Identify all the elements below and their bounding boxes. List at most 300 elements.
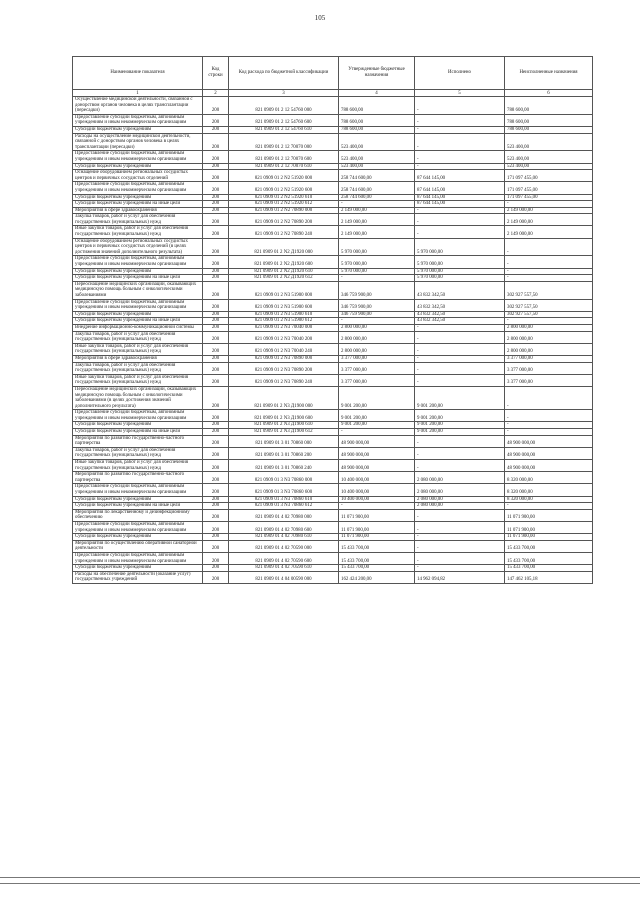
row-approved-cell: 523 400,00 (339, 133, 415, 151)
row-approved-cell: 258 744 600,00 (339, 194, 415, 201)
row-budget-code-cell: 821 0909 01 2 N2 51920 612 (229, 201, 339, 208)
row-unexecuted-cell: 8 320 000,00 (505, 496, 593, 503)
row-approved-cell: 15 433 700,00 (339, 540, 415, 552)
row-budget-code-cell: 821 0909 01 3 01 70860 200 (229, 447, 339, 459)
row-line-code-cell: 200 (203, 565, 229, 572)
row-line-code-cell: 200 (203, 343, 229, 355)
row-executed-cell: 43 832 342,50 (415, 311, 505, 318)
row-approved-cell: 48 900 000,00 (339, 460, 415, 472)
row-unexecuted-cell: 8 320 000,00 (505, 472, 593, 484)
row-budget-code-cell: 821 0909 01 3 01 70860 240 (229, 460, 339, 472)
table-body (73, 97, 593, 584)
row-name-cell: Иные закупки товаров, работ и услуг для обеспечения государственных (муниципальных) нужд (73, 374, 203, 386)
table-row (73, 182, 593, 194)
row-executed-cell: - (415, 509, 505, 521)
row-executed-cell: - (415, 521, 505, 533)
row-name-cell: Предоставление субсидий бюджетным, автономным учреждениям и иным некоммерческим организациям (73, 484, 203, 496)
row-executed-cell: - (415, 374, 505, 386)
row-line-code-cell: 200 (203, 275, 229, 282)
row-budget-code-cell: 821 0909 01 2 N3 70890 000 (229, 355, 339, 362)
table-row (73, 299, 593, 311)
footer-divider (0, 883, 640, 884)
row-name-cell: Мероприятия по развитию государственно-частного партнерства (73, 472, 203, 484)
row-budget-code-cell: 821 0909 01 4 02 70590 600 (229, 552, 339, 564)
row-line-code-cell: 200 (203, 126, 229, 133)
row-unexecuted-cell: 8 320 000,00 (505, 484, 593, 496)
row-unexecuted-cell: - (505, 268, 593, 275)
row-approved-cell: 346 759 900,00 (339, 281, 415, 299)
table-row (73, 311, 593, 318)
row-name-cell: Предоставление субсидий бюджетным, автономным учреждениям и иным некоммерческим организациям (73, 299, 203, 311)
table-row (73, 114, 593, 126)
row-approved-cell: 11 071 900,00 (339, 534, 415, 541)
table-row (73, 268, 593, 275)
column-index-row (73, 90, 593, 97)
row-name-cell: Закупка товаров, работ и услуг для обеспечения государственных (муниципальных) нужд (73, 214, 203, 226)
header-unexecuted: Неисполненные назначения (505, 57, 593, 90)
column-index: 5 (415, 90, 505, 97)
row-budget-code-cell: 821 0909 01 2 N3 70040 200 (229, 331, 339, 343)
row-executed-cell: 5 970 000,00 (415, 268, 505, 275)
row-name-cell: Предоставление субсидий бюджетным, автономным учреждениям и иным некоммерческим организациям (73, 151, 203, 163)
table-row (73, 362, 593, 374)
row-line-code-cell: 200 (203, 422, 229, 429)
table-row (73, 281, 593, 299)
table-row (73, 496, 593, 503)
row-name-cell: Субсидии бюджетным учреждениям (73, 126, 203, 133)
table-row (73, 540, 593, 552)
row-name-cell: Расходы на осуществление медицинской деятельности, связанной с донорством органов человека в целях трансплантации (пересадки) (73, 133, 203, 151)
row-line-code-cell: 200 (203, 496, 229, 503)
table-row (73, 534, 593, 541)
row-budget-code-cell: 821 0909 01 2 N2 70890 000 (229, 207, 339, 214)
row-unexecuted-cell: 48 900 000,00 (505, 460, 593, 472)
row-executed-cell: - (415, 126, 505, 133)
row-line-code-cell: 200 (203, 571, 229, 583)
row-executed-cell: - (415, 435, 505, 447)
row-unexecuted-cell: 523 400,00 (505, 163, 593, 170)
row-unexecuted-cell: 147 462 105,18 (505, 571, 593, 583)
row-unexecuted-cell: 11 071 900,00 (505, 521, 593, 533)
row-line-code-cell: 200 (203, 318, 229, 325)
row-name-cell: Субсидии бюджетным учреждениям на иные цели (73, 275, 203, 282)
row-executed-cell: 43 832 342,50 (415, 299, 505, 311)
row-name-cell: Мероприятия в сфере здравоохранения (73, 207, 203, 214)
row-approved-cell: 2 149 000,00 (339, 226, 415, 238)
row-unexecuted-cell: 302 927 557,50 (505, 281, 593, 299)
row-executed-cell: 14 962 094,82 (415, 571, 505, 583)
column-index: 6 (505, 90, 593, 97)
row-budget-code-cell: 821 0909 01 2 N3 51900 600 (229, 299, 339, 311)
row-approved-cell: 10 400 000,00 (339, 484, 415, 496)
table-row (73, 565, 593, 572)
row-name-cell: Предоставление субсидий бюджетным, автономным учреждениям и иным некоммерческим организациям (73, 521, 203, 533)
row-unexecuted-cell: 15 433 700,00 (505, 552, 593, 564)
row-name-cell: Иные закупки товаров, работ и услуг для обеспечения государственных (муниципальных) нужд (73, 460, 203, 472)
row-executed-cell: 43 832 342,50 (415, 281, 505, 299)
table-row (73, 201, 593, 208)
row-unexecuted-cell: 523 400,00 (505, 151, 593, 163)
table-row (73, 163, 593, 170)
table-row (73, 275, 593, 282)
row-unexecuted-cell: - (505, 429, 593, 436)
header-budget-code: Код расхода по бюджетной классификации (229, 57, 339, 90)
table-row (73, 151, 593, 163)
row-unexecuted-cell: 788 600,00 (505, 126, 593, 133)
row-unexecuted-cell: 171 097 455,00 (505, 194, 593, 201)
row-executed-cell: 2 080 000,00 (415, 503, 505, 510)
row-executed-cell: 87 644 145,00 (415, 170, 505, 182)
row-approved-cell: 2 800 000,00 (339, 331, 415, 343)
table-row (73, 509, 593, 521)
row-executed-cell: 2 080 000,00 (415, 472, 505, 484)
row-approved-cell: 11 071 900,00 (339, 521, 415, 533)
row-line-code-cell: 200 (203, 324, 229, 331)
row-name-cell: Предоставление субсидий бюджетным, автономным учреждениям и иным некоммерческим организациям (73, 114, 203, 126)
row-name-cell: Иные закупки товаров, работ и услуг для обеспечения государственных (муниципальных) нужд (73, 226, 203, 238)
row-approved-cell: 5 970 000,00 (339, 268, 415, 275)
row-unexecuted-cell: 2 149 000,00 (505, 207, 593, 214)
row-approved-cell: 10 400 000,00 (339, 472, 415, 484)
row-unexecuted-cell: 302 927 557,50 (505, 299, 593, 311)
row-name-cell: Расходы на обеспечение деятельности (оказание услуг) государственных учреждений (73, 571, 203, 583)
table-row (73, 331, 593, 343)
row-budget-code-cell: 821 0909 01 2 N3 70890 200 (229, 362, 339, 374)
row-executed-cell: 2 080 000,00 (415, 484, 505, 496)
row-line-code-cell: 200 (203, 201, 229, 208)
row-budget-code-cell: 821 0909 01 2 12 54760 000 (229, 97, 339, 115)
row-approved-cell: 788 600,00 (339, 114, 415, 126)
row-name-cell: Субсидии бюджетным учреждениям (73, 565, 203, 572)
row-line-code-cell: 200 (203, 534, 229, 541)
row-executed-cell: 9 001 200,00 (415, 429, 505, 436)
table-row (73, 256, 593, 268)
table-row (73, 447, 593, 459)
row-approved-cell: 788 600,00 (339, 97, 415, 115)
row-unexecuted-cell: 3 377 000,00 (505, 355, 593, 362)
table-row (73, 422, 593, 429)
row-executed-cell: - (415, 540, 505, 552)
row-name-cell: Предоставление субсидий бюджетным, автономным учреждениям и иным некоммерческим организациям (73, 182, 203, 194)
row-unexecuted-cell: 2 149 000,00 (505, 214, 593, 226)
row-name-cell: Субсидии бюджетным учреждениям (73, 496, 203, 503)
row-approved-cell: 48 900 000,00 (339, 447, 415, 459)
row-budget-code-cell: 821 0909 01 3 N3 70860 610 (229, 496, 339, 503)
row-line-code-cell: 200 (203, 331, 229, 343)
row-unexecuted-cell: 48 900 000,00 (505, 447, 593, 459)
row-line-code-cell: 200 (203, 226, 229, 238)
header-line-code: Код строки (203, 57, 229, 90)
row-executed-cell: 87 644 145,00 (415, 194, 505, 201)
table-row (73, 238, 593, 256)
row-unexecuted-cell: - (505, 422, 593, 429)
row-name-cell: Мероприятия по развитию государственно-частного партнерства (73, 435, 203, 447)
table-row (73, 552, 593, 564)
row-executed-cell: - (415, 331, 505, 343)
table-row (73, 374, 593, 386)
row-budget-code-cell: 821 0909 01 4 02 70980 600 (229, 521, 339, 533)
table-row (73, 472, 593, 484)
row-budget-code-cell: 821 0909 01 3 N3 70860 600 (229, 484, 339, 496)
row-executed-cell: - (415, 362, 505, 374)
row-approved-cell: 3 377 000,00 (339, 355, 415, 362)
row-line-code-cell: 200 (203, 170, 229, 182)
row-line-code-cell: 200 (203, 182, 229, 194)
row-line-code-cell: 200 (203, 435, 229, 447)
row-name-cell: Оснащение оборудованием региональных сосудистых центров и первичных сосудистых отделений (73, 170, 203, 182)
column-index: 3 (229, 90, 339, 97)
row-line-code-cell: 200 (203, 540, 229, 552)
row-budget-code-cell: 821 0909 01 4 02 70980 000 (229, 509, 339, 521)
header-approved: Утвержденные бюджетные назначения (339, 57, 415, 90)
row-name-cell: Мероприятия по осуществлению оперативной санаторной деятельности (73, 540, 203, 552)
row-executed-cell: - (415, 355, 505, 362)
row-unexecuted-cell: 302 927 557,50 (505, 311, 593, 318)
row-name-cell: Субсидии бюджетным учреждениям на иные цели (73, 201, 203, 208)
row-name-cell: Закупка товаров, работ и услуг для обеспечения государственных (муниципальных) нужд (73, 447, 203, 459)
row-name-cell: Субсидии бюджетным учреждениям на иные цели (73, 318, 203, 325)
row-approved-cell: 258 744 600,00 (339, 170, 415, 182)
row-approved-cell: 15 433 700,00 (339, 552, 415, 564)
row-budget-code-cell: 821 0909 01 2 N3 51900 000 (229, 281, 339, 299)
budget-execution-table (72, 56, 593, 584)
table-row (73, 318, 593, 325)
row-budget-code-cell: 821 0909 01 2 N3 Д1900 612 (229, 429, 339, 436)
row-executed-cell: - (415, 226, 505, 238)
row-unexecuted-cell: - (505, 503, 593, 510)
row-line-code-cell: 200 (203, 133, 229, 151)
row-unexecuted-cell: 171 097 455,00 (505, 182, 593, 194)
row-name-cell: Переоснащение медицинских организаций, оказывающих медицинскую помощь больным с онкологическими заболеваниями (73, 281, 203, 299)
row-line-code-cell: 200 (203, 268, 229, 275)
row-unexecuted-cell: 523 400,00 (505, 133, 593, 151)
row-executed-cell: 87 644 145,00 (415, 201, 505, 208)
row-line-code-cell: 200 (203, 207, 229, 214)
row-approved-cell: 48 900 000,00 (339, 435, 415, 447)
row-line-code-cell: 200 (203, 299, 229, 311)
row-budget-code-cell: 821 0909 01 2 N3 51900 610 (229, 311, 339, 318)
row-line-code-cell: 200 (203, 151, 229, 163)
row-budget-code-cell: 821 0909 01 2 N2 51920 600 (229, 182, 339, 194)
row-approved-cell: - (339, 503, 415, 510)
row-budget-code-cell: 821 0909 01 2 N2 51920 610 (229, 194, 339, 201)
table-row (73, 126, 593, 133)
row-line-code-cell: 200 (203, 484, 229, 496)
row-name-cell: Субсидии бюджетным учреждениям (73, 534, 203, 541)
row-unexecuted-cell: - (505, 410, 593, 422)
row-approved-cell: 3 377 000,00 (339, 362, 415, 374)
footer-divider (0, 877, 640, 878)
row-executed-cell: - (415, 163, 505, 170)
row-budget-code-cell: 821 0909 01 2 12 70070 000 (229, 133, 339, 151)
row-executed-cell: - (415, 534, 505, 541)
row-budget-code-cell: 821 0909 01 4 02 70590 610 (229, 565, 339, 572)
row-budget-code-cell: 821 0909 01 2 N3 Д1900 600 (229, 410, 339, 422)
row-line-code-cell: 200 (203, 374, 229, 386)
row-line-code-cell: 200 (203, 281, 229, 299)
row-executed-cell: - (415, 324, 505, 331)
row-name-cell: Предоставление субсидий бюджетным, автономным учреждениям и иным некоммерческим организациям (73, 256, 203, 268)
table-row (73, 429, 593, 436)
row-unexecuted-cell: - (505, 386, 593, 409)
row-unexecuted-cell: 171 097 455,00 (505, 170, 593, 182)
row-line-code-cell: 200 (203, 238, 229, 256)
row-name-cell: Субсидии бюджетным учреждениям (73, 194, 203, 201)
row-approved-cell: 162 424 200,00 (339, 571, 415, 583)
row-unexecuted-cell: 15 433 700,00 (505, 565, 593, 572)
row-approved-cell: 2 149 000,00 (339, 214, 415, 226)
row-line-code-cell: 200 (203, 447, 229, 459)
row-line-code-cell: 200 (203, 256, 229, 268)
header-executed: Исполнено (415, 57, 505, 90)
row-budget-code-cell: 821 0909 01 2 12 70070 600 (229, 151, 339, 163)
row-approved-cell: 258 744 600,00 (339, 182, 415, 194)
row-approved-cell: 788 600,00 (339, 126, 415, 133)
row-executed-cell: - (415, 114, 505, 126)
row-approved-cell: 346 759 900,00 (339, 311, 415, 318)
row-approved-cell: 9 001 200,00 (339, 410, 415, 422)
row-line-code-cell: 200 (203, 97, 229, 115)
row-name-cell: Мероприятия в сфере здравоохранения (73, 355, 203, 362)
column-index: 2 (203, 90, 229, 97)
table-row (73, 435, 593, 447)
row-executed-cell: - (415, 552, 505, 564)
row-executed-cell: 9 001 200,00 (415, 410, 505, 422)
row-budget-code-cell: 821 0909 01 2 12 54760 610 (229, 126, 339, 133)
row-executed-cell: 87 644 145,00 (415, 182, 505, 194)
row-approved-cell: 523 400,00 (339, 151, 415, 163)
table-row (73, 194, 593, 201)
row-approved-cell: - (339, 429, 415, 436)
row-budget-code-cell: 821 0909 01 3 01 70860 000 (229, 435, 339, 447)
row-approved-cell: 2 800 000,00 (339, 343, 415, 355)
row-name-cell: Субсидии бюджетным учреждениям (73, 268, 203, 275)
table-row (73, 503, 593, 510)
row-line-code-cell: 200 (203, 472, 229, 484)
row-name-cell: Переоснащение медицинских организаций, оказывающих медицинскую помощь больным с онкологическими заболеваниями (в целях достижения значений дополнительного результата) (73, 386, 203, 409)
row-name-cell: Предоставление субсидий бюджетным, автономным учреждениям и иным некоммерческим организациям (73, 552, 203, 564)
column-index: 4 (339, 90, 415, 97)
page-number: 105 (314, 14, 326, 22)
row-executed-cell: 9 001 200,00 (415, 386, 505, 409)
row-line-code-cell: 200 (203, 114, 229, 126)
header-name: Наименование показателя (73, 57, 203, 90)
table-row (73, 460, 593, 472)
row-name-cell: Субсидии бюджетным учреждениям на иные цели (73, 429, 203, 436)
row-line-code-cell: 200 (203, 386, 229, 409)
row-unexecuted-cell: 3 377 000,00 (505, 374, 593, 386)
row-budget-code-cell: 821 0909 01 2 N2 70890 240 (229, 226, 339, 238)
row-approved-cell: 3 377 000,00 (339, 374, 415, 386)
row-budget-code-cell: 821 0909 01 4 02 70980 610 (229, 534, 339, 541)
row-line-code-cell: 200 (203, 521, 229, 533)
row-budget-code-cell: 821 0909 01 2 N3 Д1900 610 (229, 422, 339, 429)
row-line-code-cell: 200 (203, 355, 229, 362)
row-unexecuted-cell: - (505, 275, 593, 282)
row-executed-cell: - (415, 133, 505, 151)
row-executed-cell: - (415, 343, 505, 355)
row-unexecuted-cell: 11 071 900,00 (505, 534, 593, 541)
table-row (73, 170, 593, 182)
row-name-cell: Осуществление медицинской деятельности, связанной с донорством органов человека в целях трансплантации (пересадки) (73, 97, 203, 115)
row-budget-code-cell: 821 0909 01 2 N2 Д1920 000 (229, 238, 339, 256)
row-name-cell: Закупка товаров, работ и услуг для обеспечения государственных (муниципальных) нужд (73, 362, 203, 374)
table-row (73, 97, 593, 115)
row-name-cell: Мероприятия по лекарственному и дезинфекционному обеспечению (73, 509, 203, 521)
row-name-cell: Субсидии бюджетным учреждениям (73, 163, 203, 170)
row-name-cell: Внедрение информационно-коммуникационной системы (73, 324, 203, 331)
table-row (73, 343, 593, 355)
row-budget-code-cell: 821 0909 01 2 N2 51920 000 (229, 170, 339, 182)
row-budget-code-cell: 821 0909 01 2 12 54760 600 (229, 114, 339, 126)
row-line-code-cell: 200 (203, 410, 229, 422)
table-header-row (73, 57, 593, 90)
row-line-code-cell: 200 (203, 503, 229, 510)
row-executed-cell: 43 832 342,50 (415, 318, 505, 325)
row-approved-cell: - (339, 318, 415, 325)
row-line-code-cell: 200 (203, 460, 229, 472)
row-line-code-cell: 200 (203, 362, 229, 374)
row-approved-cell: 5 970 000,00 (339, 238, 415, 256)
row-executed-cell: - (415, 97, 505, 115)
row-name-cell: Субсидии бюджетным учреждениям (73, 311, 203, 318)
row-budget-code-cell: 821 0909 01 2 N2 70890 200 (229, 214, 339, 226)
row-name-cell: Субсидии бюджетным учреждениям (73, 422, 203, 429)
row-executed-cell: 5 970 000,00 (415, 256, 505, 268)
row-budget-code-cell: 821 0909 01 3 N3 70860 612 (229, 503, 339, 510)
row-approved-cell: 10 400 000,00 (339, 496, 415, 503)
row-name-cell: Закупка товаров, работ и услуг для обеспечения государственных (муниципальных) нужд (73, 331, 203, 343)
row-unexecuted-cell: - (505, 238, 593, 256)
row-executed-cell: 5 970 000,00 (415, 275, 505, 282)
row-approved-cell: 346 759 900,00 (339, 299, 415, 311)
row-line-code-cell: 200 (203, 214, 229, 226)
row-budget-code-cell: 821 0909 01 2 N3 51900 612 (229, 318, 339, 325)
table-row (73, 410, 593, 422)
row-unexecuted-cell: 2 149 000,00 (505, 226, 593, 238)
row-unexecuted-cell: 2 800 000,00 (505, 343, 593, 355)
row-approved-cell: 5 970 000,00 (339, 256, 415, 268)
row-unexecuted-cell: 788 600,00 (505, 97, 593, 115)
row-budget-code-cell: 821 0909 01 2 N2 Д1920 612 (229, 275, 339, 282)
row-unexecuted-cell: - (505, 201, 593, 208)
row-line-code-cell: 200 (203, 509, 229, 521)
table-row (73, 571, 593, 583)
row-unexecuted-cell: 15 433 700,00 (505, 540, 593, 552)
row-budget-code-cell: 821 0909 01 3 N3 70860 000 (229, 472, 339, 484)
row-approved-cell: 523 400,00 (339, 163, 415, 170)
column-index: 1 (73, 90, 203, 97)
row-budget-code-cell: 821 0909 01 2 N2 Д1920 600 (229, 256, 339, 268)
row-unexecuted-cell: - (505, 318, 593, 325)
row-budget-code-cell: 821 0909 01 2 N3 70040 240 (229, 343, 339, 355)
row-approved-cell: 2 149 000,00 (339, 207, 415, 214)
row-name-cell: Субсидии бюджетным учреждениям на иные цели (73, 503, 203, 510)
table-row (73, 355, 593, 362)
table-row (73, 207, 593, 214)
row-unexecuted-cell: 48 900 000,00 (505, 435, 593, 447)
row-approved-cell: 11 071 900,00 (339, 509, 415, 521)
row-unexecuted-cell: 2 800 000,00 (505, 331, 593, 343)
row-executed-cell: 2 080 000,00 (415, 496, 505, 503)
row-unexecuted-cell: 788 600,00 (505, 114, 593, 126)
row-executed-cell: - (415, 214, 505, 226)
row-line-code-cell: 200 (203, 429, 229, 436)
row-name-cell: Иные закупки товаров, работ и услуг для обеспечения государственных (муниципальных) нужд (73, 343, 203, 355)
row-executed-cell: 9 001 200,00 (415, 422, 505, 429)
table-row (73, 324, 593, 331)
row-line-code-cell: 200 (203, 552, 229, 564)
